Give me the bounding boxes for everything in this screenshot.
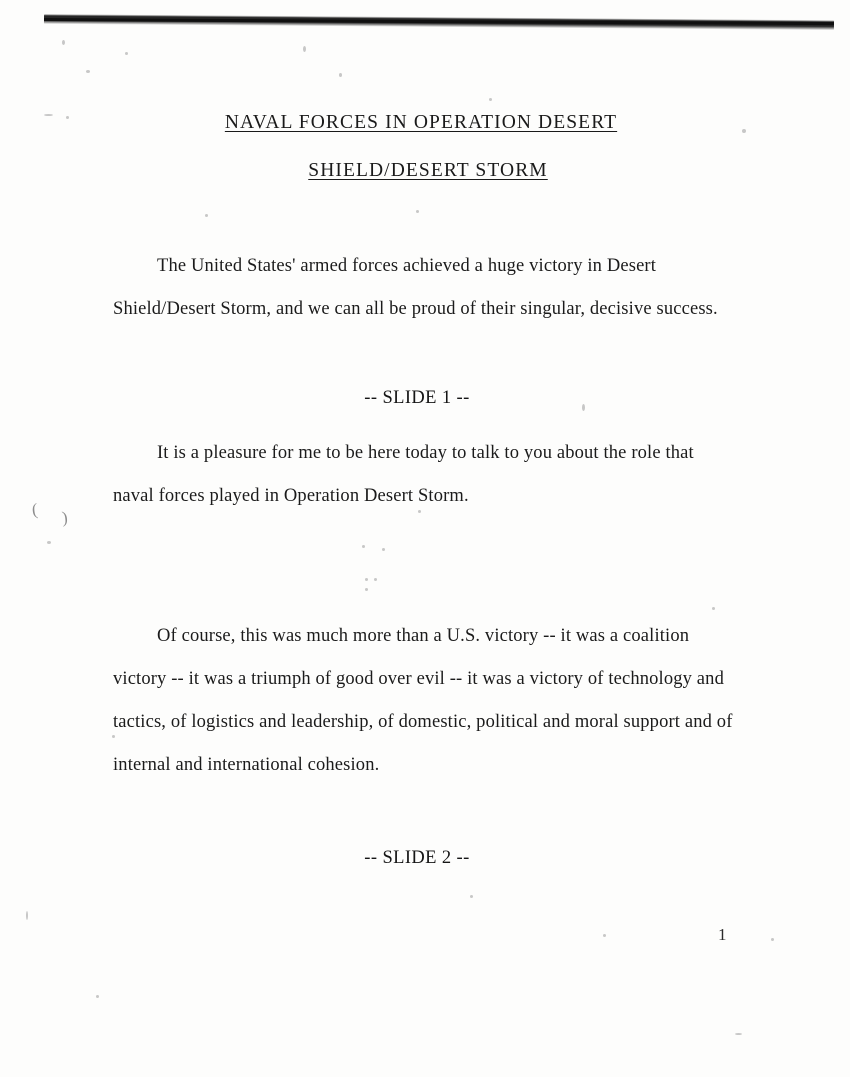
title-line-1: NAVAL FORCES IN OPERATION DESERT [224,112,618,133]
paragraph-2-text: It is a pleasure for me to be here today to talk to you about the role that naval forces played in Operation Desert Storm. [113,443,694,506]
title-line-2: SHIELD/DESERT STORM [308,160,548,181]
slide-marker-1 [0,388,850,409]
slide-marker-1-text: -- SLIDE 1 -- [364,388,470,408]
paragraph-3 [113,615,743,787]
slide-marker-2-text: -- SLIDE 2 -- [364,848,470,868]
slide-marker-2 [0,848,850,869]
stray-paren-left: ( [30,499,39,520]
paragraph-1 [113,245,738,331]
page-number: 1 [718,925,727,944]
stray-paren-right: ) [60,507,69,528]
document-title [0,112,850,182]
paragraph-3-text: Of course, this was much more than a U.S. victory -- it was a coalition victory -- it was a triumph of good over evil -- it was a victory of technology and tactics, of logistics and leadership, of domestic, political and moral support and of internal and international cohesion. [113,626,733,775]
paragraph-1-text: The United States' armed forces achieved a huge victory in Desert Shield/Desert Storm, and we can all be proud of their singular, decisive success. [113,256,718,319]
paragraph-2 [113,432,738,518]
